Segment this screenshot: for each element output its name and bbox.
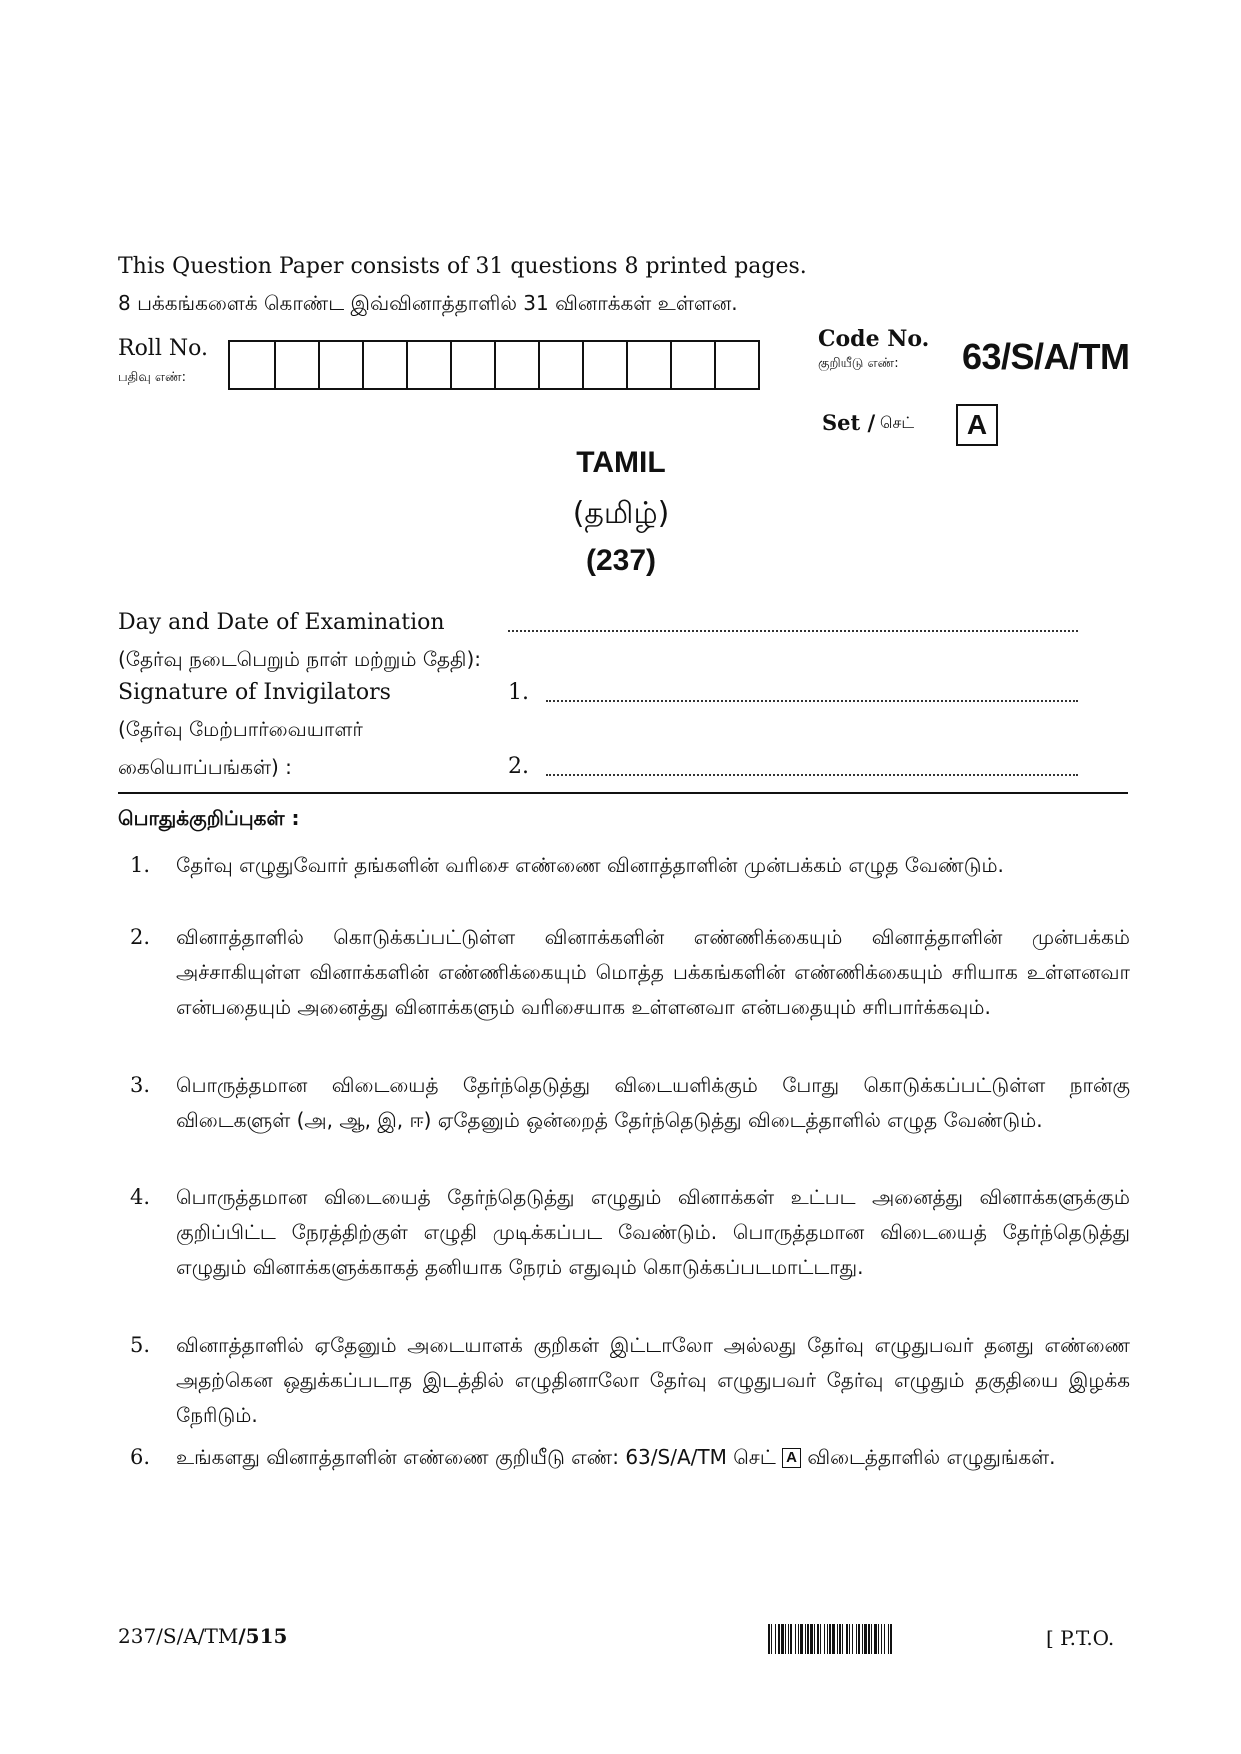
instruction-text-after: விடைத்தாளில் எழுதுங்கள். bbox=[807, 1445, 1056, 1469]
instruction-number: 2. bbox=[130, 925, 151, 949]
instruction-item bbox=[130, 920, 1130, 1025]
roll-digit-box[interactable] bbox=[406, 342, 450, 388]
date-label-tamil: (தேர்வு நடைபெறும் நாள் மற்றும் தேதி): bbox=[118, 647, 481, 671]
roll-digit-box[interactable] bbox=[670, 342, 714, 388]
instruction-number: 4. bbox=[130, 1185, 151, 1209]
header-line-english: This Question Paper consists of 31 questions 8 printed pages. bbox=[118, 254, 807, 279]
subject-title-tamil: (தமிழ்) bbox=[572, 496, 670, 531]
instruction-item bbox=[130, 1180, 1130, 1285]
set-label: Set / bbox=[822, 410, 876, 435]
set-box: A bbox=[956, 404, 998, 446]
pto-label: [ P.T.O. bbox=[1046, 1626, 1115, 1650]
instruction-text: பொருத்தமான விடையைத் தேர்ந்தெடுத்து விடையளிக்கும் போது கொடுக்கப்பட்டுள்ள நான்கு விடைகளுள் (அ, ஆ, இ, ஈ) ஏதேனும் ஒன்றைத் தேர்ந்தெடுத்து விடைத்தாளில் எழுத வேண்டும். bbox=[176, 1073, 1130, 1132]
instruction-number: 6. bbox=[130, 1445, 151, 1469]
instruction-text: பொருத்தமான விடையைத் தேர்ந்தெடுத்து எழுதும் வினாக்கள் உட்பட அனைத்து வினாக்களுக்கும் குறிப்பிட்ட நேரத்திற்குள் எழுதி முடிக்கப்பட வேண்டும். பொருத்தமான விடையைத் தேர்ந்தெடுத்து எழுதும் வினாக்களுக்காகத் தனியாக நேரம் எதுவும் கொடுக்கப்படமாட்டாது. bbox=[176, 1185, 1130, 1279]
instruction-text-before: உங்களது வினாத்தாளின் எண்ணை குறியீடு எண்: 63/S/A/TM செட் bbox=[176, 1445, 776, 1469]
roll-digit-box[interactable] bbox=[450, 342, 494, 388]
roll-digit-box[interactable] bbox=[494, 342, 538, 388]
subject-title: TAMIL bbox=[576, 446, 666, 479]
instruction-text bbox=[176, 1440, 1130, 1475]
roll-label-tamil: பதிவு எண்: bbox=[118, 370, 186, 385]
instruction-item bbox=[130, 848, 1130, 883]
signature-field-2[interactable] bbox=[546, 774, 1078, 776]
paper-code-suffix: /515 bbox=[238, 1624, 288, 1648]
signature-field-1[interactable] bbox=[546, 700, 1078, 702]
set-label-tamil: செட் bbox=[880, 413, 915, 432]
set-inline-box: A bbox=[782, 1448, 801, 1468]
signature-number-1: 1. bbox=[508, 680, 529, 705]
barcode bbox=[768, 1624, 1034, 1654]
roll-label: Roll No. bbox=[118, 336, 208, 361]
instruction-number: 1. bbox=[130, 853, 151, 877]
subject-code: (237) bbox=[585, 544, 657, 577]
paper-code-prefix: 237/S/A/TM bbox=[118, 1624, 239, 1648]
roll-digit-box[interactable] bbox=[538, 342, 582, 388]
paper-code-footer bbox=[118, 1624, 287, 1648]
instruction-item bbox=[130, 1328, 1130, 1433]
roll-digit-box[interactable] bbox=[362, 342, 406, 388]
instruction-item bbox=[130, 1440, 1130, 1475]
signature-label-tamil-2: கையொப்பங்கள்) : bbox=[118, 755, 292, 779]
roll-digit-box[interactable] bbox=[230, 342, 274, 388]
header-line-tamil: 8 பக்கங்களைக் கொண்ட இவ்வினாத்தாளில் 31 வினாக்கள் உள்ளன. bbox=[118, 291, 738, 315]
roll-digit-box[interactable] bbox=[582, 342, 626, 388]
signature-number-2: 2. bbox=[508, 754, 529, 779]
code-label: Code No. bbox=[818, 326, 930, 352]
instruction-text: வினாத்தாளில் கொடுக்கப்பட்டுள்ள வினாக்களின் எண்ணிக்கையும் வினாத்தாளின் முன்பக்கம் அச்சாகியுள்ள வினாக்களின் எண்ணிக்கையும் மொத்த பக்கங்களின் எண்ணிக்கையும் சரியாக உள்ளனவா என்பதையும் அனைத்து வினாக்களும் வரிசையாக உள்ளனவா என்பதையும் சரிபார்க்கவும். bbox=[176, 925, 1130, 1019]
signature-label-tamil-1: (தேர்வு மேற்பார்வையாளர் bbox=[118, 717, 363, 741]
instruction-number: 3. bbox=[130, 1073, 151, 1097]
roll-digit-box[interactable] bbox=[274, 342, 318, 388]
instruction-number: 5. bbox=[130, 1333, 151, 1357]
signature-label: Signature of Invigilators bbox=[118, 680, 391, 705]
date-label: Day and Date of Examination bbox=[118, 610, 445, 635]
roll-digit-box[interactable] bbox=[626, 342, 670, 388]
roll-digit-box[interactable] bbox=[714, 342, 758, 388]
date-field[interactable] bbox=[508, 630, 1078, 632]
instruction-text: தேர்வு எழுதுவோர் தங்களின் வரிசை எண்ணை வினாத்தாளின் முன்பக்கம் எழுத வேண்டும். bbox=[176, 853, 1004, 877]
code-label-tamil: குறியீடு எண்: bbox=[818, 356, 899, 371]
code-value: 63/S/A/TM bbox=[962, 336, 1130, 377]
divider-rule bbox=[118, 792, 1128, 794]
instruction-item bbox=[130, 1068, 1130, 1138]
roll-number-boxes[interactable] bbox=[228, 340, 760, 390]
instructions-title: பொதுக்குறிப்புகள் : bbox=[118, 806, 300, 830]
roll-digit-box[interactable] bbox=[318, 342, 362, 388]
instruction-text: வினாத்தாளில் ஏதேனும் அடையாளக் குறிகள் இட்டாலோ அல்லது தேர்வு எழுதுபவர் தனது எண்ணை அதற்கென ஒதுக்கப்படாத இடத்தில் எழுதினாலோ தேர்வு எழுதுபவர் தேர்வு எழுதும் தகுதியை இழக்க நேரிடும். bbox=[176, 1333, 1130, 1427]
